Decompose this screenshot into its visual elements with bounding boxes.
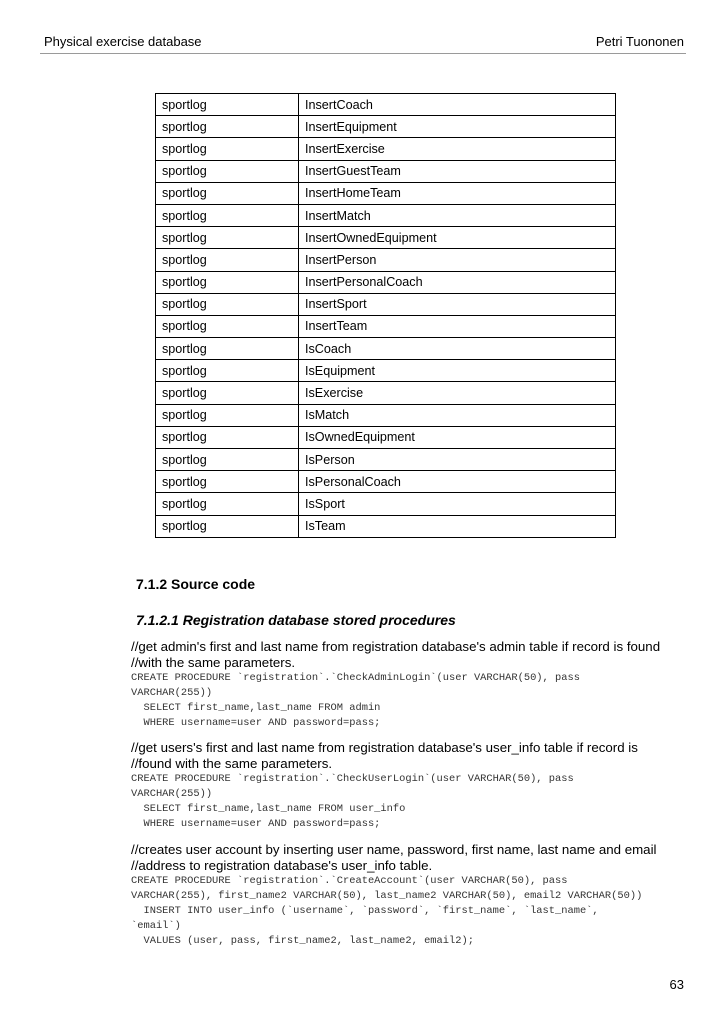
table-row — [156, 293, 616, 315]
table-cell-database: sportlog — [156, 315, 299, 337]
table-cell-database: sportlog — [156, 449, 299, 471]
table-row — [156, 360, 616, 382]
table-cell-privilege: InsertPersonalCoach — [299, 271, 616, 293]
table-cell-privilege: IsPersonalCoach — [299, 471, 616, 493]
table-cell-database: sportlog — [156, 293, 299, 315]
table-cell-database: sportlog — [156, 493, 299, 515]
table-row — [156, 160, 616, 182]
table-row — [156, 227, 616, 249]
table-row — [156, 382, 616, 404]
table-row — [156, 94, 616, 116]
table-row — [156, 471, 616, 493]
table-cell-privilege: IsCoach — [299, 338, 616, 360]
table-cell-database: sportlog — [156, 160, 299, 182]
table-cell-database: sportlog — [156, 382, 299, 404]
table-cell-privilege: InsertPerson — [299, 249, 616, 271]
table-cell-database: sportlog — [156, 404, 299, 426]
table-row — [156, 493, 616, 515]
table-cell-privilege: IsEquipment — [299, 360, 616, 382]
table-row — [156, 426, 616, 448]
table-cell-privilege: InsertGuestTeam — [299, 160, 616, 182]
table-cell-privilege: InsertHomeTeam — [299, 182, 616, 204]
table-row — [156, 249, 616, 271]
table-cell-privilege: IsTeam — [299, 515, 616, 537]
table-row — [156, 338, 616, 360]
table-row — [156, 204, 616, 226]
table-cell-database: sportlog — [156, 227, 299, 249]
code-block — [131, 842, 691, 949]
sql-code: CREATE PROCEDURE `registration`.`CreateAccount`(user VARCHAR(50), pass VARCHAR(255), first_name2 VARCHAR(50), last_name2 VARCHAR(50), email2 VARCHAR(50)) INSERT INTO user_info (`username`, `password`, `first_name`, `last_name`, `email`) VALUES (user, pass, first_name2, last_name2, email2); — [131, 875, 643, 947]
code-block — [131, 740, 691, 832]
table-cell-database: sportlog — [156, 360, 299, 382]
table-cell-privilege: IsSport — [299, 493, 616, 515]
code-comment: //creates user account by inserting user name, password, first name, last name and email //address to registration database's user_info table. — [131, 842, 657, 873]
table-row — [156, 116, 616, 138]
table-cell-database: sportlog — [156, 426, 299, 448]
table-cell-privilege: IsExercise — [299, 382, 616, 404]
page-number: 63 — [669, 977, 684, 992]
table-row — [156, 315, 616, 337]
table-cell-privilege: InsertSport — [299, 293, 616, 315]
table-cell-privilege: InsertCoach — [299, 94, 616, 116]
table-cell-privilege: InsertTeam — [299, 315, 616, 337]
table-cell-database: sportlog — [156, 94, 299, 116]
table-cell-privilege: IsPerson — [299, 449, 616, 471]
table-row — [156, 182, 616, 204]
privileges-table-body — [156, 94, 616, 538]
table-row — [156, 138, 616, 160]
table-cell-privilege: IsMatch — [299, 404, 616, 426]
header-title: Physical exercise database — [44, 34, 202, 49]
table-cell-privilege: IsOwnedEquipment — [299, 426, 616, 448]
table-cell-database: sportlog — [156, 471, 299, 493]
table-cell-privilege: InsertExercise — [299, 138, 616, 160]
section-heading: 7.1.2 Source code — [136, 576, 256, 592]
table-row — [156, 271, 616, 293]
table-cell-database: sportlog — [156, 204, 299, 226]
subsection-heading: 7.1.2.1 Registration database stored procedures — [136, 612, 456, 628]
table-cell-privilege: InsertOwnedEquipment — [299, 227, 616, 249]
table-cell-database: sportlog — [156, 338, 299, 360]
table-row — [156, 404, 616, 426]
code-block — [131, 639, 691, 731]
table-cell-database: sportlog — [156, 271, 299, 293]
table-cell-database: sportlog — [156, 116, 299, 138]
privileges-table — [155, 93, 616, 538]
table-cell-database: sportlog — [156, 138, 299, 160]
header-author: Petri Tuononen — [595, 34, 684, 49]
table-cell-privilege: InsertMatch — [299, 204, 616, 226]
table-cell-database: sportlog — [156, 249, 299, 271]
table-row — [156, 515, 616, 537]
sql-code: CREATE PROCEDURE `registration`.`CheckUserLogin`(user VARCHAR(50), pass VARCHAR(255)) SELECT first_name,last_name FROM user_info WHERE username=user AND password=pass; — [131, 773, 574, 830]
code-comment: //get users's first and last name from registration database's user_info table if record is //found with the same parameters. — [131, 740, 638, 771]
header-divider — [40, 53, 686, 54]
table-cell-privilege: InsertEquipment — [299, 116, 616, 138]
table-cell-database: sportlog — [156, 515, 299, 537]
sql-code: CREATE PROCEDURE `registration`.`CheckAdminLogin`(user VARCHAR(50), pass VARCHAR(255)) SELECT first_name,last_name FROM admin WHERE username=user AND password=pass; — [131, 672, 580, 729]
code-comment: //get admin's first and last name from registration database's admin table if record is found //with the same parameters. — [131, 639, 661, 670]
table-cell-database: sportlog — [156, 182, 299, 204]
table-row — [156, 449, 616, 471]
